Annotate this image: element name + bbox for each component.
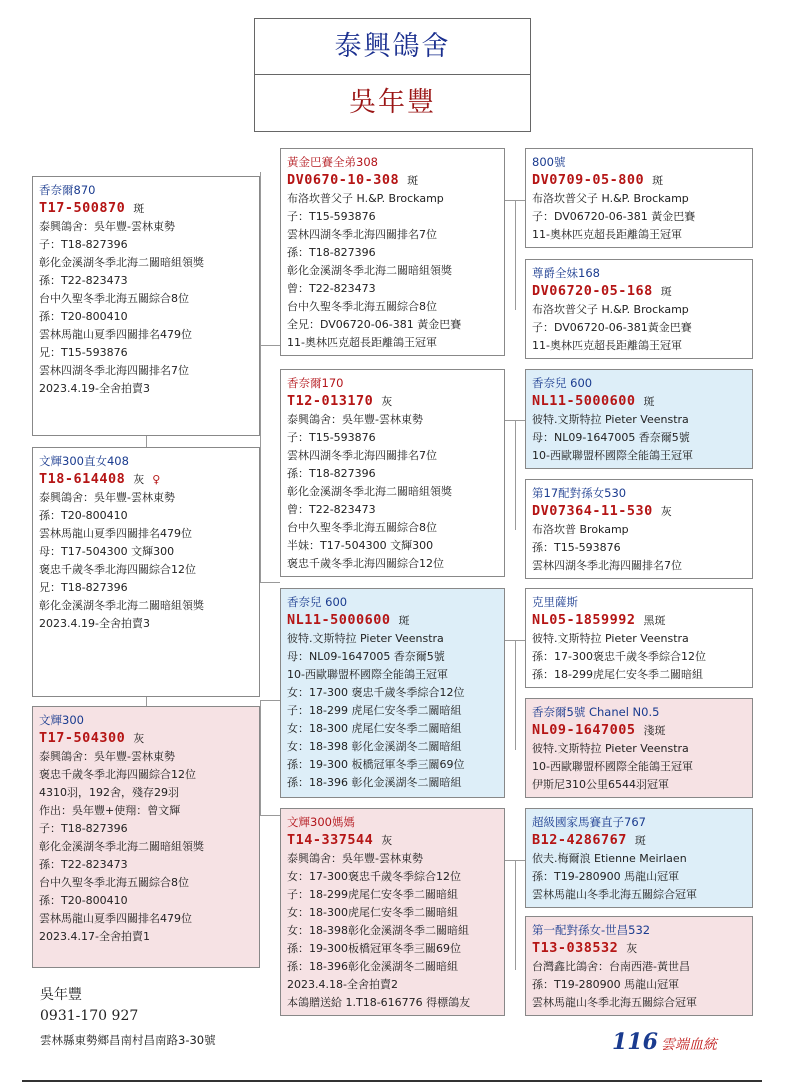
card-title: 文輝300直女408 xyxy=(39,454,129,468)
connector-line xyxy=(515,200,516,310)
card-line: 褒忠千歲冬季北海四關綜合12位 xyxy=(39,768,196,781)
dam-card xyxy=(280,369,505,577)
card-lines xyxy=(532,190,746,244)
d2s-card xyxy=(525,808,753,908)
bottom-divider xyxy=(22,1080,762,1082)
card-line: 作出：吳年豐+使翔：曾文輝 xyxy=(39,804,181,817)
ring-text: T18-614408 xyxy=(39,471,126,487)
card-line: 母：NL09-1647005 香奈爾5號 xyxy=(287,650,445,663)
color-label: 斑 xyxy=(634,834,646,847)
ring-number xyxy=(287,831,498,850)
ring-number xyxy=(532,611,746,630)
card-line: 孫：19-300 板橋冠軍冬季三關69位 xyxy=(287,758,465,771)
card-line: 母：T17-504300 文輝300 xyxy=(39,545,175,558)
card-line: 10-西歐聯盟杯國際全能鴿王冠軍 xyxy=(532,760,693,773)
card-line: 本鴿贈送給 1.T18-616776 得標鴿友 xyxy=(287,996,471,1009)
card-line: 雲林馬龍山夏季四關排名479位 xyxy=(39,912,192,925)
card-line: 10-西歐聯盟杯國際全能鴿王冠軍 xyxy=(532,449,693,462)
card-lines xyxy=(532,740,746,794)
card-line: 彰化金溪湖冬季北海二關暗組領獎 xyxy=(39,599,204,612)
ring-text: B12-4286767 xyxy=(532,832,627,848)
card-lines xyxy=(39,489,253,633)
color-label: 灰 xyxy=(381,834,393,847)
color-label: 斑 xyxy=(133,202,145,215)
ring-number xyxy=(287,392,498,411)
card-line: 子：DV06720-06-381 黃金巴賽 xyxy=(532,210,696,223)
card-line: 彼特.文斯特拉 Pieter Veenstra xyxy=(287,632,444,645)
ring-number xyxy=(287,171,498,190)
color-label: 斑 xyxy=(407,174,419,187)
card-lines xyxy=(532,850,746,904)
card-line: 雲林馬龍山夏季四關排名479位 xyxy=(39,328,192,341)
card-line: 台中久聖冬季北海五關綜合8位 xyxy=(39,292,189,305)
color-label: 灰 xyxy=(626,942,638,955)
card-line: 孫：T22-823473 xyxy=(39,858,128,871)
footer-phone: 0931-170 927 xyxy=(40,1008,139,1024)
card-line: 彼特.文斯特拉 Pieter Veenstra xyxy=(532,742,689,755)
card-line: 褒忠千歲冬季北海四關綜合12位 xyxy=(287,557,444,570)
card-line: 台灣鑫比鴿舍：台南西港-黃世昌 xyxy=(532,960,690,973)
card-title: 香奈兒 600 xyxy=(532,376,593,390)
card-title: 第一配對孫女-世昌532 xyxy=(532,923,651,937)
ring-number xyxy=(287,611,498,630)
connector-line xyxy=(515,640,516,750)
card-line: 子：T15-593876 xyxy=(287,210,376,223)
card-line: 台中久聖冬季北海五關綜合8位 xyxy=(287,300,437,313)
card-line: 泰興鴿舍：吳年豐-雲林東勢 xyxy=(39,491,175,504)
ring-text: DV06720-05-168 xyxy=(532,283,653,299)
dam2-card xyxy=(280,808,505,1016)
sd-card xyxy=(525,259,753,359)
ring-number xyxy=(532,171,746,190)
color-label: 灰 xyxy=(133,473,145,486)
ring-text: DV0670-10-308 xyxy=(287,172,400,188)
sibling-card-408 xyxy=(32,447,260,697)
card-line: 2023.4.17-全舍拍賣1 xyxy=(39,930,150,943)
card-line: 彰化金溪湖冬季北海二關暗組領獎 xyxy=(287,264,452,277)
card-line: 雲林馬龍山冬季北海五關綜合冠軍 xyxy=(532,888,697,901)
connector-line xyxy=(260,700,261,815)
footer-address: 雲林縣東勢鄉昌南村昌南路3-30號 xyxy=(40,1033,216,1047)
card-line: 子：18-299虎尾仁安冬季二關暗組 xyxy=(287,888,458,901)
color-label: 淺斑 xyxy=(643,724,666,737)
card-title: 800號 xyxy=(532,155,566,169)
connector-line xyxy=(146,697,147,706)
card-line: 彼特.文斯特拉 Pieter Veenstra xyxy=(532,413,689,426)
connector-line xyxy=(260,345,280,346)
card-title: 文輝300媽媽 xyxy=(287,815,355,829)
card-line: 布洛坎普父子 H.&P. Brockamp xyxy=(287,192,444,205)
card-title: 香奈爾5號 Chanel N0.5 xyxy=(532,705,660,719)
card-line: 泰興鴿舍：吳年豐-雲林東勢 xyxy=(287,413,423,426)
card-line: 孫：18-396 彰化金溪湖冬二關暗組 xyxy=(287,776,462,789)
card-line: 雲林四湖冬季北海四關排名7位 xyxy=(532,559,682,572)
color-label: 灰 xyxy=(381,395,393,408)
ss-card xyxy=(525,148,753,248)
card-title: 尊爵全妹168 xyxy=(532,266,600,280)
card-line: 女：18-300 虎尾仁安冬季二關暗組 xyxy=(287,722,462,735)
card-line: 子：18-299 虎尾仁安冬季二關暗組 xyxy=(287,704,462,717)
card-title: 超級國家馬賽直子767 xyxy=(532,815,646,829)
card-title: 文輝300 xyxy=(39,713,84,727)
card-line: 孫：17-300褒忠千歲冬季綜合12位 xyxy=(532,650,706,663)
subject-card xyxy=(32,176,260,436)
card-line: 11-奧林匹克超長距離鴿王冠軍 xyxy=(287,336,437,349)
card-line: 子：T18-827396 xyxy=(39,238,128,251)
card-line: 雲林馬龍山夏季四關排名479位 xyxy=(39,527,192,540)
ring-text: T14-337544 xyxy=(287,832,374,848)
connector-line xyxy=(260,172,261,582)
card-line: 半妹：T17-504300 文輝300 xyxy=(287,539,434,552)
card-line: 孫：18-396彰化金溪湖冬二關暗組 xyxy=(287,960,458,973)
card-line: 伊斯尼310公里6544羽冠軍 xyxy=(532,778,669,791)
card-lines xyxy=(287,850,498,1012)
dd-card xyxy=(525,479,753,579)
connector-line xyxy=(146,436,147,447)
connector-line xyxy=(515,420,516,530)
color-label: 灰 xyxy=(133,732,145,745)
card-line: 女：18-398 彰化金溪湖冬二關暗組 xyxy=(287,740,462,753)
card-line: 布洛坎普 Brokamp xyxy=(532,523,629,536)
ring-number xyxy=(532,939,746,958)
card-line: 孫：T20-800410 xyxy=(39,894,128,907)
card-line: 全兄：DV06720-06-381 黃金巴賽 xyxy=(287,318,462,331)
card-line: 孫：18-299虎尾仁安冬季二關暗組 xyxy=(532,668,703,681)
sibling-card-300 xyxy=(32,706,260,968)
card-line: 兄：T18-827396 xyxy=(39,581,128,594)
ring-text: DV0709-05-800 xyxy=(532,172,645,188)
card-line: 11-奧林匹克超長距離鴿王冠軍 xyxy=(532,228,682,241)
card-line: 台中久聖冬季北海五關綜合8位 xyxy=(287,521,437,534)
ring-text: DV07364-11-530 xyxy=(532,503,653,519)
ring-text: NL09-1647005 xyxy=(532,722,636,738)
card-line: 女：17-300 褒忠千歲冬季綜合12位 xyxy=(287,686,465,699)
card-title: 克里薩斯 xyxy=(532,595,578,609)
card-line: 依夫.梅爾浪 Etienne Meirlaen xyxy=(532,852,687,865)
card-line: 女：17-300褒忠千歲冬季綜合12位 xyxy=(287,870,461,883)
card-line: 孫：T18-827396 xyxy=(287,467,376,480)
owner-name: 吳年豐 xyxy=(254,74,531,132)
s2d-card xyxy=(525,698,753,798)
card-lines xyxy=(287,190,498,352)
brand-logo xyxy=(612,1029,717,1055)
connector-line xyxy=(260,815,280,816)
card-line: 泰興鴿舍：吳年豐-雲林東勢 xyxy=(39,220,175,233)
ds-card xyxy=(525,369,753,469)
card-line: 母：NL09-1647005 香奈爾5號 xyxy=(532,431,690,444)
card-title: 香奈爾870 xyxy=(39,183,96,197)
ring-number xyxy=(532,721,746,740)
color-label: 斑 xyxy=(398,614,410,627)
ring-number xyxy=(532,392,746,411)
ring-number xyxy=(532,831,746,850)
ring-number xyxy=(532,282,746,301)
card-line: 彰化金溪湖冬季北海二關暗組領獎 xyxy=(39,840,204,853)
card-line: 10-西歐聯盟杯國際全能鴿王冠軍 xyxy=(287,668,448,681)
card-line: 孫：T20-800410 xyxy=(39,310,128,323)
card-line: 泰興鴿舍：吳年豐-雲林東勢 xyxy=(287,852,423,865)
card-lines xyxy=(287,411,498,573)
logo-text: 雲端血統 xyxy=(660,1037,717,1053)
card-line: 台中久聖冬季北海五關綜合8位 xyxy=(39,876,189,889)
card-line: 2023.4.19-全舍拍賣3 xyxy=(39,617,150,630)
card-line: 曾：T22-823473 xyxy=(287,503,376,516)
d2d-card xyxy=(525,916,753,1016)
card-line: 2023.4.19-全舍拍賣3 xyxy=(39,382,150,395)
card-line: 褒忠千歲冬季北海四關綜合12位 xyxy=(39,563,196,576)
logo-number: 116 xyxy=(612,1029,658,1055)
card-lines xyxy=(532,958,746,1012)
ring-number xyxy=(39,729,253,748)
footer-name: 吳年豐 xyxy=(40,987,82,1003)
ring-text: NL11-5000600 xyxy=(287,612,391,628)
connector-line xyxy=(260,700,280,701)
card-lines xyxy=(287,630,498,792)
card-title: 香奈爾170 xyxy=(287,376,344,390)
connector-line xyxy=(515,860,516,970)
ring-number xyxy=(532,502,746,521)
ring-text: NL05-1859992 xyxy=(532,612,636,628)
ring-text: T17-504300 xyxy=(39,730,126,746)
card-title: 香奈兒 600 xyxy=(287,595,348,609)
card-line: 雲林四湖冬季北海四關排名7位 xyxy=(287,449,437,462)
card-line: 孫：T19-280900 馬龍山冠軍 xyxy=(532,870,680,883)
card-lines xyxy=(39,748,253,946)
loft-name: 泰興鴿舍 xyxy=(254,18,531,76)
card-line: 雲林四湖冬季北海四關排名7位 xyxy=(287,228,437,241)
color-label: 斑 xyxy=(660,285,672,298)
ring-text: T13-038532 xyxy=(532,940,619,956)
sex-symbol: ♀ xyxy=(152,473,161,486)
card-line: 孫：T20-800410 xyxy=(39,509,128,522)
card-line: 兄：T15-593876 xyxy=(39,346,128,359)
card-lines xyxy=(532,301,746,355)
card-line: 孫：T18-827396 xyxy=(287,246,376,259)
card-line: 彼特.文斯特拉 Pieter Veenstra xyxy=(532,632,689,645)
card-line: 子：T18-827396 xyxy=(39,822,128,835)
card-lines xyxy=(39,218,253,398)
card-line: 彰化金溪湖冬季北海二關暗組領獎 xyxy=(287,485,452,498)
s2s-card xyxy=(525,588,753,688)
card-line: 孫：T19-280900 馬龍山冠軍 xyxy=(532,978,680,991)
card-line: 雲林馬龍山冬季北海五關綜合冠軍 xyxy=(532,996,697,1009)
ring-text: T12-013170 xyxy=(287,393,374,409)
card-line: 11-奧林匹克超長距離鴿王冠軍 xyxy=(532,339,682,352)
card-line: 女：18-398彰化金溪湖冬季二關暗組 xyxy=(287,924,469,937)
card-title: 黃金巴賽全弟308 xyxy=(287,155,378,169)
card-lines xyxy=(532,521,746,575)
card-line: 孫：19-300板橋冠軍冬季三關69位 xyxy=(287,942,461,955)
color-label: 黑斑 xyxy=(643,614,666,627)
card-line: 孫：T15-593876 xyxy=(532,541,621,554)
ring-text: T17-500870 xyxy=(39,200,126,216)
card-line: 子：T15-593876 xyxy=(287,431,376,444)
card-line: 曾：T22-823473 xyxy=(287,282,376,295)
ring-text: NL11-5000600 xyxy=(532,393,636,409)
color-label: 斑 xyxy=(652,174,664,187)
card-line: 女：18-300虎尾仁安冬季二關暗組 xyxy=(287,906,458,919)
sire-card xyxy=(280,148,505,356)
color-label: 灰 xyxy=(660,505,672,518)
ring-number xyxy=(39,470,253,489)
card-line: 雲林四湖冬季北海四關排名7位 xyxy=(39,364,189,377)
card-line: 子：DV06720-06-381黃金巴賽 xyxy=(532,321,692,334)
card-line: 泰興鴿舍：吳年豐-雲林東勢 xyxy=(39,750,175,763)
color-label: 斑 xyxy=(643,395,655,408)
connector-line xyxy=(260,582,280,583)
card-lines xyxy=(532,630,746,684)
card-line: 孫：T22-823473 xyxy=(39,274,128,287)
card-line: 4310羽，192舍，殘存29羽 xyxy=(39,786,179,799)
card-title: 第17配對孫女530 xyxy=(532,486,627,500)
card-line: 彰化金溪湖冬季北海二關暗組領獎 xyxy=(39,256,204,269)
card-line: 布洛坎普父子 H.&P. Brockamp xyxy=(532,303,689,316)
card-lines xyxy=(532,411,746,465)
card-line: 2023.4.18-全舍拍賣2 xyxy=(287,978,398,991)
card-line: 布洛坎普父子 H.&P. Brockamp xyxy=(532,192,689,205)
sire2-card xyxy=(280,588,505,798)
ring-number xyxy=(39,199,253,218)
